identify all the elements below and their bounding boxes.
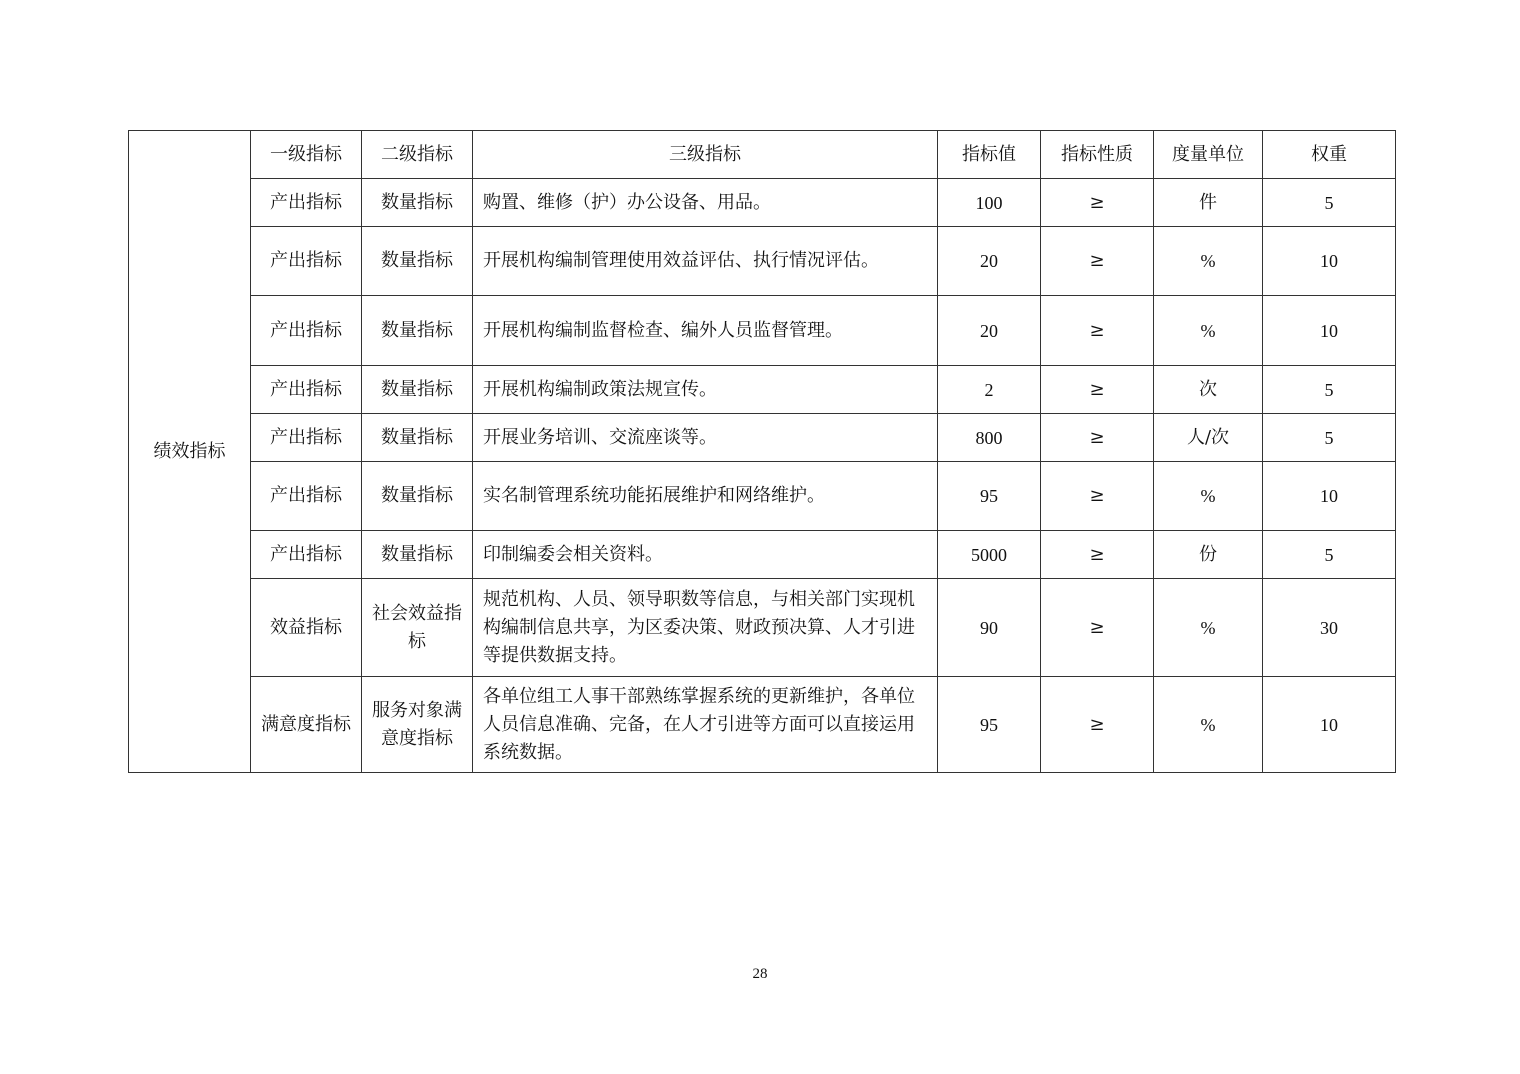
table-row [129, 414, 1396, 462]
nature-cell: ≥ [1041, 414, 1154, 462]
weight-cell: 10 [1263, 677, 1396, 773]
level1-cell: 满意度指标 [251, 677, 362, 773]
table-row [129, 296, 1396, 366]
value-cell: 20 [938, 296, 1041, 366]
performance-indicator-table [128, 130, 1396, 773]
header-weight: 权重 [1263, 131, 1396, 179]
level1-cell: 产出指标 [251, 179, 362, 227]
header-level3: 三级指标 [473, 131, 938, 179]
nature-cell: ≥ [1041, 462, 1154, 531]
level3-cell: 印制编委会相关资料。 [473, 531, 938, 579]
header-level1: 一级指标 [251, 131, 362, 179]
nature-cell: ≥ [1041, 179, 1154, 227]
level2-cell: 数量指标 [362, 366, 473, 414]
value-cell: 2 [938, 366, 1041, 414]
level3-cell: 开展机构编制监督检查、编外人员监督管理。 [473, 296, 938, 366]
level1-cell: 效益指标 [251, 579, 362, 677]
category-cell: 绩效指标 [129, 131, 251, 773]
unit-cell: % [1154, 462, 1263, 531]
weight-cell: 5 [1263, 366, 1396, 414]
level2-cell: 数量指标 [362, 531, 473, 579]
weight-cell: 30 [1263, 579, 1396, 677]
header-nature: 指标性质 [1041, 131, 1154, 179]
level3-cell: 购置、维修（护）办公设备、用品。 [473, 179, 938, 227]
value-cell: 90 [938, 579, 1041, 677]
level3-cell: 开展机构编制政策法规宣传。 [473, 366, 938, 414]
unit-cell: % [1154, 227, 1263, 296]
table-row [129, 579, 1396, 677]
level3-cell: 实名制管理系统功能拓展维护和网络维护。 [473, 462, 938, 531]
nature-cell: ≥ [1041, 366, 1154, 414]
value-cell: 800 [938, 414, 1041, 462]
page-number: 28 [752, 966, 768, 982]
weight-cell: 5 [1263, 414, 1396, 462]
weight-cell: 5 [1263, 531, 1396, 579]
unit-cell: 件 [1154, 179, 1263, 227]
unit-cell: 份 [1154, 531, 1263, 579]
header-unit: 度量单位 [1154, 131, 1263, 179]
nature-cell: ≥ [1041, 579, 1154, 677]
weight-cell: 5 [1263, 179, 1396, 227]
unit-cell: % [1154, 677, 1263, 773]
nature-cell: ≥ [1041, 296, 1154, 366]
weight-cell: 10 [1263, 227, 1396, 296]
table-row [129, 462, 1396, 531]
level2-cell: 数量指标 [362, 462, 473, 531]
level1-cell: 产出指标 [251, 531, 362, 579]
value-cell: 95 [938, 462, 1041, 531]
level2-cell: 社会效益指标 [362, 579, 473, 677]
level1-cell: 产出指标 [251, 296, 362, 366]
table-row [129, 677, 1396, 773]
level2-cell: 数量指标 [362, 414, 473, 462]
level1-cell: 产出指标 [251, 414, 362, 462]
level2-cell: 数量指标 [362, 179, 473, 227]
level2-cell: 数量指标 [362, 227, 473, 296]
level3-cell: 开展机构编制管理使用效益评估、执行情况评估。 [473, 227, 938, 296]
value-cell: 100 [938, 179, 1041, 227]
header-value: 指标值 [938, 131, 1041, 179]
weight-cell: 10 [1263, 462, 1396, 531]
table-row [129, 531, 1396, 579]
level2-cell: 数量指标 [362, 296, 473, 366]
header-level2: 二级指标 [362, 131, 473, 179]
value-cell: 5000 [938, 531, 1041, 579]
level1-cell: 产出指标 [251, 462, 362, 531]
nature-cell: ≥ [1041, 531, 1154, 579]
level2-cell: 服务对象满意度指标 [362, 677, 473, 773]
table-row [129, 366, 1396, 414]
level3-cell: 规范机构、人员、领导职数等信息，与相关部门实现机构编制信息共享，为区委决策、财政预决算、人才引进等提供数据支持。 [473, 579, 938, 677]
weight-cell: 10 [1263, 296, 1396, 366]
unit-cell: % [1154, 579, 1263, 677]
level3-cell: 各单位组工人事干部熟练掌握系统的更新维护，各单位人员信息准确、完备，在人才引进等方面可以直接运用系统数据。 [473, 677, 938, 773]
level3-cell: 开展业务培训、交流座谈等。 [473, 414, 938, 462]
nature-cell: ≥ [1041, 227, 1154, 296]
header-row [129, 131, 1396, 179]
level1-cell: 产出指标 [251, 227, 362, 296]
unit-cell: 人/次 [1154, 414, 1263, 462]
nature-cell: ≥ [1041, 677, 1154, 773]
table-row [129, 227, 1396, 296]
value-cell: 95 [938, 677, 1041, 773]
level1-cell: 产出指标 [251, 366, 362, 414]
table-row [129, 179, 1396, 227]
value-cell: 20 [938, 227, 1041, 296]
unit-cell: % [1154, 296, 1263, 366]
unit-cell: 次 [1154, 366, 1263, 414]
